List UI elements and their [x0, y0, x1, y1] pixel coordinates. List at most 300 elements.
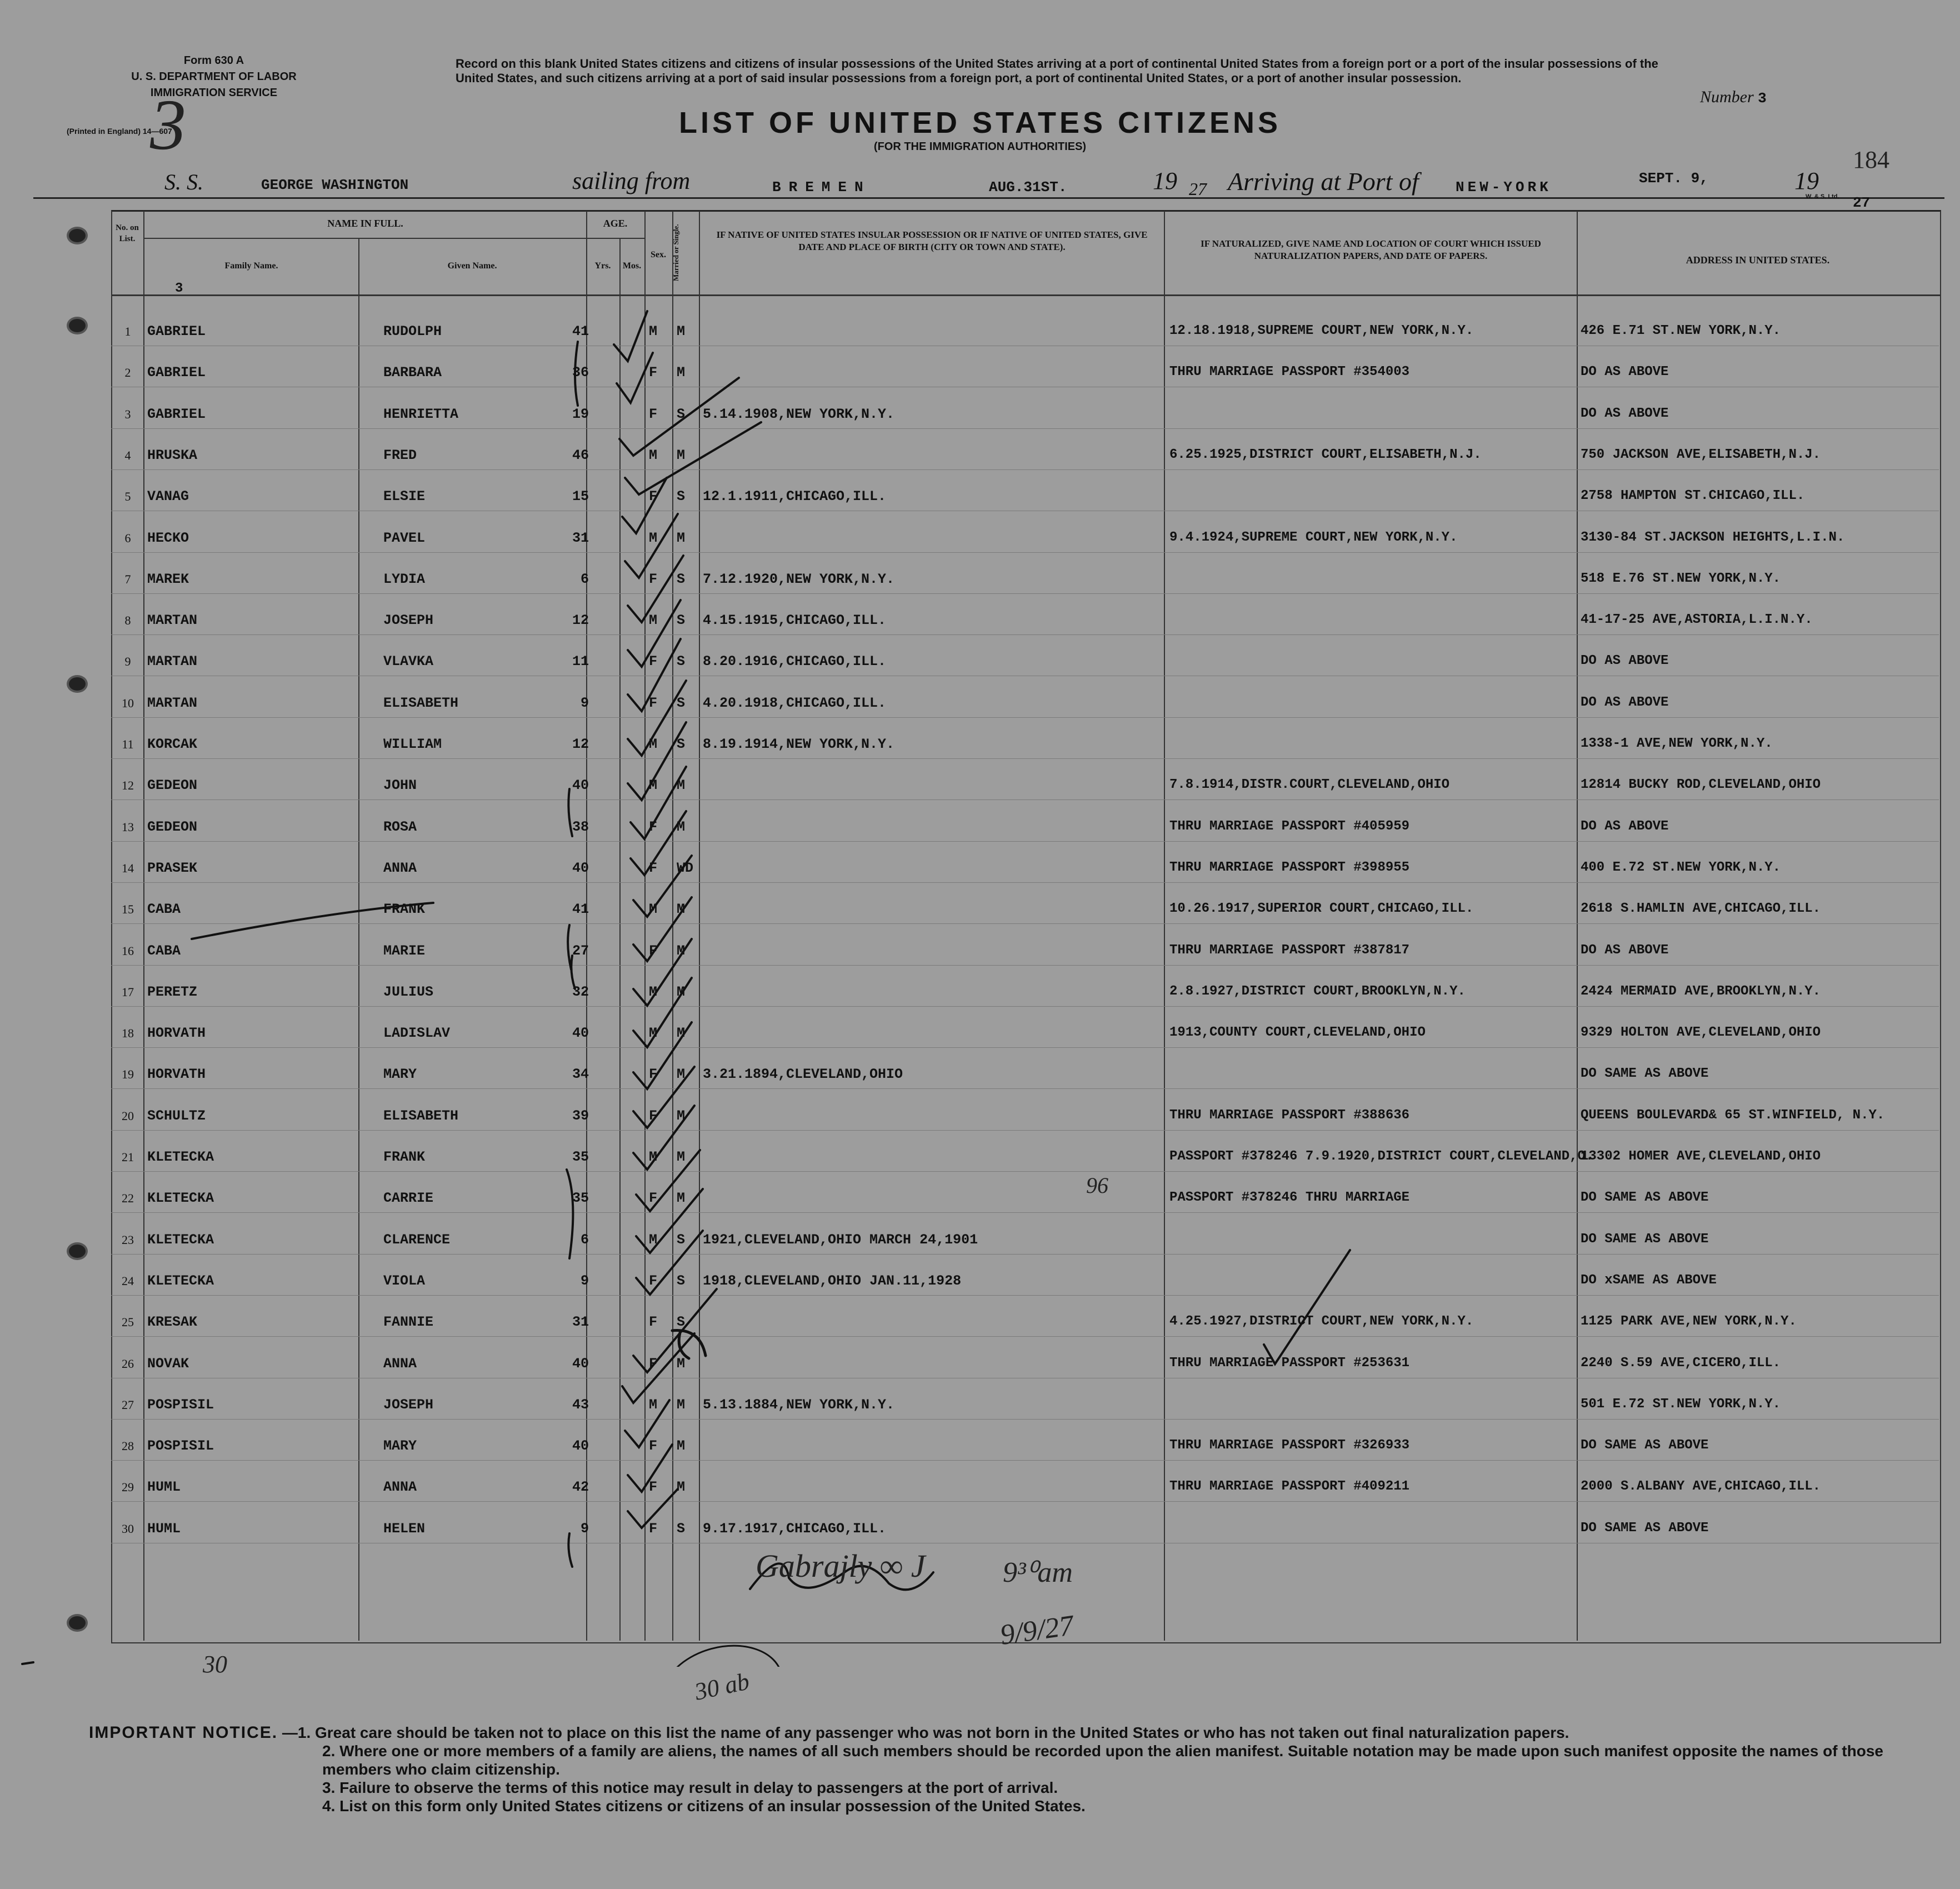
bracket-mark — [567, 1170, 573, 1258]
given-name: FRANK — [383, 901, 426, 918]
age-years: 9 — [580, 694, 589, 711]
marital-status: S — [677, 1314, 686, 1331]
age-years: 40 — [572, 1025, 589, 1042]
row-number: 11 — [122, 737, 134, 751]
sex: F — [649, 1272, 658, 1289]
family-name: GABRIEL — [147, 406, 206, 422]
address: 2758 HAMPTON ST.CHICAGO,ILL. — [1581, 488, 1805, 504]
address: 2424 MERMAID AVE,BROOKLYN,N.Y. — [1581, 983, 1821, 999]
address: DO SAME AS ABOVE — [1581, 1066, 1709, 1082]
address: DO SAME AS ABOVE — [1581, 1438, 1709, 1453]
sex: F — [649, 1438, 658, 1455]
family-name: GEDEON — [147, 777, 198, 794]
address: 1125 PARK AVE,NEW YORK,N.Y. — [1581, 1314, 1797, 1330]
age-years: 9 — [580, 1520, 589, 1537]
naturalization-info: THRU MARRIAGE PASSPORT #405959 — [1169, 818, 1410, 834]
record-instructions: Record on this blank United States citizens and citizens of insular possessions of the United States arriving at a port of continental United States from a foreign port or a port of the insular possessions of the United States, and such citizens arriving at a port of said insular possessions from a foreign port, a port of continental United States, or a port of another insular possession. — [456, 57, 1658, 85]
sex: M — [649, 777, 658, 794]
birth-info: 12.1.1911,CHICAGO,ILL. — [703, 488, 887, 505]
naturalization-info: 6.25.1925,DISTRICT COURT,ELISABETH,N.J. — [1169, 447, 1482, 462]
sex: F — [649, 488, 658, 505]
sex: F — [649, 364, 658, 381]
check-mark — [628, 639, 681, 711]
marital-status: M — [677, 777, 686, 794]
age-years: 19 — [572, 406, 589, 422]
address: DO AS ABOVE — [1581, 818, 1669, 834]
naturalization-info: THRU MARRIAGE PASSPORT #326933 — [1169, 1438, 1410, 1453]
birth-info: 1921,CLEVELAND,OHIO MARCH 24,1901 — [703, 1231, 978, 1248]
address: 750 JACKSON AVE,ELISABETH,N.J. — [1581, 447, 1821, 462]
handwritten-count: 30 — [203, 1651, 227, 1678]
sex: M — [649, 1025, 658, 1042]
marital-status: M — [677, 1066, 686, 1083]
age-years: 39 — [572, 1107, 589, 1124]
row-number: 27 — [122, 1397, 134, 1412]
given-name: HELEN — [383, 1520, 426, 1537]
bracket-mark — [568, 789, 572, 836]
age-years: 11 — [572, 653, 589, 670]
number-value: 3 — [1758, 90, 1767, 107]
naturalization-info: THRU MARRIAGE PASSPORT #354003 — [1169, 364, 1410, 380]
row-number: 15 — [122, 902, 134, 917]
family-name: KLETECKA — [147, 1190, 214, 1207]
age-years: 12 — [572, 612, 589, 629]
marital-status: M — [677, 323, 686, 339]
given-name: PAVEL — [383, 529, 426, 546]
address: 2240 S.59 AVE,CICERO,ILL. — [1581, 1355, 1781, 1371]
col-name-in-full: NAME IN FULL. — [327, 218, 403, 229]
address: 3130-84 ST.JACKSON HEIGHTS,L.I.N. — [1581, 529, 1845, 545]
address: 9329 HOLTON AVE,CLEVELAND,OHIO — [1581, 1025, 1821, 1041]
birth-info: 1918,CLEVELAND,OHIO JAN.11,1928 — [703, 1272, 962, 1289]
check-mark — [633, 856, 692, 917]
col-yrs: Yrs. — [594, 261, 611, 271]
marital-status: S — [677, 653, 686, 670]
sex: F — [649, 1479, 658, 1496]
marital-status: M — [677, 1190, 686, 1207]
pencil-mark — [192, 903, 433, 939]
row-number: 18 — [122, 1026, 134, 1041]
circled-count: 30 ab — [692, 1667, 752, 1706]
address: DO xSAME AS ABOVE — [1581, 1272, 1717, 1288]
address: DO AS ABOVE — [1581, 694, 1669, 710]
check-mark — [625, 514, 678, 578]
sex: M — [649, 529, 658, 546]
family-name: KLETECKA — [147, 1231, 214, 1248]
family-name: GABRIEL — [147, 323, 206, 339]
col-birth: IF NATIVE OF UNITED STATES INSULAR POSSESSION OR IF NATIVE OF UNITED STATES, GIVE DATE AND PLACE OF BIRTH (CITY OR TOWN AND STATE). — [716, 229, 1148, 252]
departure-port: BREMEN — [772, 179, 871, 196]
check-mark — [628, 556, 686, 622]
sex: F — [649, 1314, 658, 1331]
circled-count-outline — [652, 1633, 792, 1667]
address: QUEENS BOULEVARD& 65 ST.WINFIELD, N.Y. — [1581, 1107, 1885, 1123]
check-mark — [628, 1489, 678, 1528]
family-name: VANAG — [147, 488, 189, 505]
birth-info: 3.21.1894,CLEVELAND,OHIO — [703, 1066, 903, 1083]
address: 12814 BUCKY ROD,CLEVELAND,OHIO — [1581, 777, 1821, 793]
col-sex: Sex. — [651, 250, 666, 259]
given-name: WILLIAM — [383, 736, 442, 752]
arrival-port: NEW-YORK — [1456, 179, 1552, 196]
family-name: POSPISIL — [147, 1438, 214, 1455]
sex: F — [649, 1355, 658, 1372]
marital-status: M — [677, 983, 686, 1000]
page-number: 184 — [1853, 146, 1889, 173]
sex: M — [649, 612, 658, 629]
given-name: ELSIE — [383, 488, 426, 505]
arrival-date: SEPT. 9, — [1639, 170, 1708, 187]
birth-info: 8.20.1916,CHICAGO,ILL. — [703, 653, 887, 670]
naturalization-info: 7.8.1914,DISTR.COURT,CLEVELAND,OHIO — [1169, 777, 1450, 793]
check-mark — [636, 1231, 703, 1295]
sex: M — [649, 736, 658, 752]
marital-status: M — [677, 1025, 686, 1042]
family-name: SCHULTZ — [147, 1107, 206, 1124]
family-name: CABA — [147, 942, 181, 959]
age-years: 40 — [572, 1438, 589, 1455]
row-number: 13 — [122, 819, 134, 834]
row-number: 26 — [122, 1356, 134, 1371]
given-name: ELISABETH — [383, 694, 459, 711]
list-number: 3 — [175, 281, 183, 296]
family-name: CABA — [147, 901, 181, 918]
family-name: PERETZ — [147, 983, 198, 1000]
family-name: KLETECKA — [147, 1149, 214, 1165]
marital-status: S — [677, 694, 686, 711]
col-family-name: Family Name. — [224, 261, 278, 271]
row-number: 17 — [122, 985, 134, 999]
address: 41-17-25 AVE,ASTORIA,L.I.N.Y. — [1581, 612, 1813, 628]
sex: M — [649, 1231, 658, 1248]
given-name: FANNIE — [383, 1314, 434, 1331]
family-name: HUML — [147, 1520, 181, 1537]
row-number: 14 — [122, 861, 134, 875]
marital-status: M — [677, 1149, 686, 1165]
given-name: JOSEPH — [383, 1396, 434, 1413]
form-number: Form 630 A — [183, 54, 244, 67]
sex: F — [649, 571, 658, 587]
check-mark — [617, 353, 653, 403]
check-mark — [631, 767, 686, 839]
handwritten-large-3: 3 — [150, 85, 186, 165]
marital-status: M — [677, 901, 686, 918]
naturalization-info: THRU MARRIAGE PASSPORT #387817 — [1169, 942, 1410, 958]
age-years: 12 — [572, 736, 589, 752]
naturalization-info: THRU MARRIAGE PASSPORT #253631 — [1169, 1355, 1410, 1371]
family-name: GABRIEL — [147, 364, 206, 381]
row-number: 29 — [122, 1480, 134, 1495]
given-name: FRANK — [383, 1149, 426, 1165]
row-number: 16 — [122, 943, 134, 958]
row-number: 2 — [124, 366, 131, 380]
age-years: 36 — [572, 364, 589, 381]
age-years: 46 — [572, 447, 589, 463]
check-mark — [631, 811, 686, 875]
check-mark — [625, 1400, 669, 1447]
sex: F — [649, 942, 658, 959]
col-age: AGE. — [603, 218, 628, 229]
col-no: No. on List. — [116, 223, 139, 243]
given-name: LADISLAV — [383, 1025, 451, 1042]
sex: F — [649, 859, 658, 876]
birth-info: 7.12.1920,NEW YORK,N.Y. — [703, 571, 895, 587]
arriving-label: Arriving at Port of — [1228, 167, 1419, 196]
family-name: POSPISIL — [147, 1396, 214, 1413]
age-years: 41 — [572, 901, 589, 918]
age-years: 35 — [572, 1149, 589, 1165]
sex: F — [649, 818, 658, 835]
given-name: JOHN — [383, 777, 417, 794]
given-name: ANNA — [383, 859, 417, 876]
year-prefix: 19 — [1794, 167, 1819, 194]
family-name: PRASEK — [147, 859, 198, 876]
given-name: MARY — [383, 1438, 417, 1455]
handwritten-time: 9³⁰am — [1003, 1557, 1073, 1588]
given-name: ROSA — [383, 818, 417, 835]
sex: F — [649, 694, 658, 711]
age-years: 40 — [572, 1355, 589, 1372]
check-mark — [622, 1333, 694, 1403]
naturalization-info: THRU MARRIAGE PASSPORT #388636 — [1169, 1107, 1410, 1123]
age-years: 35 — [572, 1190, 589, 1207]
age-years: 32 — [572, 983, 589, 1000]
birth-info: 5.14.1908,NEW YORK,N.Y. — [703, 406, 895, 422]
age-years: 31 — [572, 1314, 589, 1331]
page-title: LIST OF UNITED STATES CITIZENS — [679, 106, 1281, 139]
col-mos: Mos. — [622, 261, 642, 271]
marital-status: M — [677, 818, 686, 835]
family-name: HUML — [147, 1479, 181, 1496]
given-name: HENRIETTA — [383, 406, 459, 422]
address: 400 E.72 ST.NEW YORK,N.Y. — [1581, 859, 1781, 875]
row-number: 30 — [122, 1521, 134, 1536]
ship-name: GEORGE WASHINGTON — [261, 177, 409, 193]
marital-status: S — [677, 1231, 686, 1248]
given-name: JULIUS — [383, 983, 434, 1000]
naturalization-info: 12.18.1918,SUPREME COURT,NEW YORK,N.Y. — [1169, 323, 1474, 338]
sex: F — [649, 1190, 658, 1207]
address: 1338-1 AVE,NEW YORK,N.Y. — [1581, 736, 1773, 751]
marital-status: S — [677, 571, 686, 587]
marital-status: M — [677, 1438, 686, 1455]
printing-note: (Printed in England) 14—607 — [67, 127, 172, 136]
given-name: ELISABETH — [383, 1107, 459, 1124]
address: DO AS ABOVE — [1581, 942, 1669, 958]
address: 501 E.72 ST.NEW YORK,N.Y. — [1581, 1396, 1781, 1412]
row-number: 25 — [122, 1315, 134, 1330]
address: DO AS ABOVE — [1581, 364, 1669, 380]
age-years: 15 — [572, 488, 589, 505]
row-number: 23 — [122, 1232, 134, 1247]
row-number: 19 — [122, 1067, 134, 1082]
family-name: HORVATH — [147, 1025, 206, 1042]
birth-info: 5.13.1884,NEW YORK,N.Y. — [703, 1396, 895, 1413]
given-name: RUDOLPH — [383, 323, 442, 339]
sex: M — [649, 1396, 658, 1413]
sex: F — [649, 406, 658, 422]
family-name: HECKO — [147, 529, 189, 546]
marital-status: S — [677, 406, 686, 422]
sex: M — [649, 447, 658, 463]
inspector-signature: Gabrajly ∞ J — [756, 1548, 926, 1584]
check-mark — [628, 681, 686, 756]
age-years: 40 — [572, 777, 589, 794]
notice-item: 3. Failure to observe the terms of this notice may result in delay to passengers at the port of arrival. — [322, 1779, 1058, 1796]
address: 2000 S.ALBANY AVE,CHICAGO,ILL. — [1581, 1479, 1821, 1495]
marital-status: M — [677, 1479, 686, 1496]
naturalization-info: THRU MARRIAGE PASSPORT #398955 — [1169, 859, 1410, 875]
naturalization-info: 10.26.1917,SUPERIOR COURT,CHICAGO,ILL. — [1169, 901, 1474, 917]
service-name: IMMIGRATION SERVICE — [150, 87, 278, 99]
naturalization-info: PASSPORT #378246 7.9.1920,DISTRICT COURT,CLEVELAND,O. — [1169, 1149, 1594, 1164]
marital-status: M — [677, 1107, 686, 1124]
check-mark — [633, 1022, 692, 1089]
given-name: ANNA — [383, 1355, 417, 1372]
printer-mark: W. & S. Ltd. — [1806, 193, 1839, 200]
age-years: 6 — [580, 571, 589, 587]
sex: F — [649, 653, 658, 670]
notice-label: IMPORTANT NOTICE. — [89, 1723, 278, 1742]
marital-status: M — [677, 447, 686, 463]
marital-status: M — [677, 942, 686, 959]
family-name: MAREK — [147, 571, 189, 587]
marital-status: S — [677, 612, 686, 629]
col-married-single: Married or Single. — [672, 224, 680, 282]
family-name: GEDEON — [147, 818, 198, 835]
given-name: JOSEPH — [383, 612, 434, 629]
sex: F — [649, 1107, 658, 1124]
row-number: 24 — [122, 1273, 134, 1288]
address: DO AS ABOVE — [1581, 406, 1669, 421]
handwritten-date: 9/9/27 — [998, 1610, 1076, 1651]
sex: M — [649, 1149, 658, 1165]
family-name: HORVATH — [147, 1066, 206, 1083]
marital-status: M — [677, 1396, 686, 1413]
bracket-mark — [568, 1533, 572, 1567]
bracket-mark — [571, 956, 575, 989]
row-number: 21 — [122, 1150, 134, 1164]
address: DO AS ABOVE — [1581, 653, 1669, 669]
sail-date: AUG.31ST. — [989, 179, 1067, 196]
address: DO SAME AS ABOVE — [1581, 1231, 1709, 1247]
address: 518 E.76 ST.NEW YORK,N.Y. — [1581, 571, 1781, 586]
check-mark — [633, 1106, 694, 1170]
check-mark — [622, 478, 667, 533]
given-name: CARRIE — [383, 1190, 434, 1207]
age-years: 34 — [572, 1066, 589, 1083]
row-number: 3 — [124, 407, 131, 421]
family-name: KORCAK — [147, 736, 198, 752]
important-notice — [89, 1723, 1922, 1815]
address: 2618 S.HAMLIN AVE,CHICAGO,ILL. — [1581, 901, 1821, 917]
check-mark — [628, 600, 681, 670]
naturalization-info: 2.8.1927,DISTRICT COURT,BROOKLYN,N.Y. — [1169, 983, 1466, 999]
age-years: 6 — [580, 1231, 589, 1248]
arrival-year: 27 — [1853, 194, 1871, 211]
marital-status: M — [677, 1355, 686, 1372]
age-years: 9 — [580, 1272, 589, 1289]
notice-item: 2. Where one or more members of a family are aliens, the names of all such members should be recorded upon the alien manifest. Suitable notation may be made upon such manifest opposite the names of those members who claim citizenship. — [322, 1742, 1883, 1778]
col-address: ADDRESS IN UNITED STATES. — [1686, 254, 1830, 266]
bracket-mark — [575, 342, 578, 406]
row-number: 4 — [124, 448, 131, 462]
notice-item: 4. List on this form only United States citizens or citizens of an insular possession of the United States. — [322, 1797, 1086, 1815]
row-number: 1 — [124, 324, 131, 338]
given-name: LYDIA — [383, 571, 426, 587]
check-mark — [625, 422, 761, 494]
handwritten-96: 96 — [1086, 1173, 1108, 1198]
naturalization-info: THRU MARRIAGE PASSPORT #409211 — [1169, 1479, 1410, 1495]
address: 13302 HOMER AVE,CLEVELAND,OHIO — [1581, 1149, 1821, 1164]
address: DO SAME AS ABOVE — [1581, 1520, 1709, 1536]
naturalization-info: PASSPORT #378246 THRU MARRIAGE — [1169, 1190, 1410, 1206]
row-number: 7 — [124, 572, 131, 586]
given-name: VIOLA — [383, 1272, 426, 1289]
birth-info: 4.15.1915,CHICAGO,ILL. — [703, 612, 887, 629]
age-years: 40 — [572, 859, 589, 876]
age-years: 38 — [572, 818, 589, 835]
check-mark — [1264, 1250, 1350, 1364]
address: DO SAME AS ABOVE — [1581, 1190, 1709, 1206]
given-name: MARIE — [383, 942, 426, 959]
row-number: 22 — [122, 1191, 134, 1206]
sex: M — [649, 901, 658, 918]
family-name: KRESAK — [147, 1314, 198, 1331]
naturalization-info: 1913,COUNTY COURT,CLEVELAND,OHIO — [1169, 1025, 1426, 1041]
age-years: 27 — [572, 942, 589, 959]
family-name: HRUSKA — [147, 447, 198, 463]
birth-info: 8.19.1914,NEW YORK,N.Y. — [703, 736, 895, 752]
notice-item: —1. Great care should be taken not to place on this list the name of any passenger who was not born in the United States or who has not taken out final naturalization papers. — [282, 1724, 1569, 1741]
age-years: 43 — [572, 1396, 589, 1413]
department-name: U. S. DEPARTMENT OF LABOR — [131, 71, 297, 83]
sailing-from-label: sailing from — [572, 167, 691, 194]
row-number: 20 — [122, 1108, 134, 1123]
row-number: 9 — [124, 654, 131, 669]
col-given-name: Given Name. — [447, 261, 497, 271]
age-years: 42 — [572, 1479, 589, 1496]
check-mark — [636, 1150, 700, 1211]
number-label: Number — [1700, 88, 1754, 106]
marital-status: S — [677, 1272, 686, 1289]
family-name: NOVAK — [147, 1355, 189, 1372]
age-years: 41 — [572, 323, 589, 339]
given-name: MARY — [383, 1066, 417, 1083]
given-name: FRED — [383, 447, 417, 463]
naturalization-info: 9.4.1924,SUPREME COURT,NEW YORK,N.Y. — [1169, 529, 1458, 545]
sail-year: 27 — [1189, 179, 1207, 199]
age-years: 31 — [572, 529, 589, 546]
row-number: 28 — [122, 1439, 134, 1453]
year-prefix: 19 — [1153, 167, 1177, 194]
marital-status: S — [677, 488, 686, 505]
row-number: 10 — [122, 696, 134, 710]
row-number: 6 — [124, 531, 131, 545]
family-name: MARTAN — [147, 612, 198, 629]
naturalization-info: 4.25.1927,DISTRICT COURT,NEW YORK,N.Y. — [1169, 1314, 1474, 1330]
col-naturalization: IF NATURALIZED, GIVE NAME AND LOCATION OF COURT WHICH ISSUED NATURALIZATION PAPERS, AND DATE OF PAPERS. — [1201, 238, 1541, 261]
marital-status: WD — [677, 859, 694, 876]
birth-info: 4.20.1918,CHICAGO,ILL. — [703, 694, 887, 711]
ss-label: S. S. — [164, 169, 203, 194]
family-name: KLETECKA — [147, 1272, 214, 1289]
given-name: ANNA — [383, 1479, 417, 1496]
check-mark — [628, 1445, 672, 1492]
row-number: 12 — [122, 778, 134, 793]
page-subtitle: (FOR THE IMMIGRATION AUTHORITIES) — [873, 141, 1087, 153]
given-name: BARBARA — [383, 364, 442, 381]
